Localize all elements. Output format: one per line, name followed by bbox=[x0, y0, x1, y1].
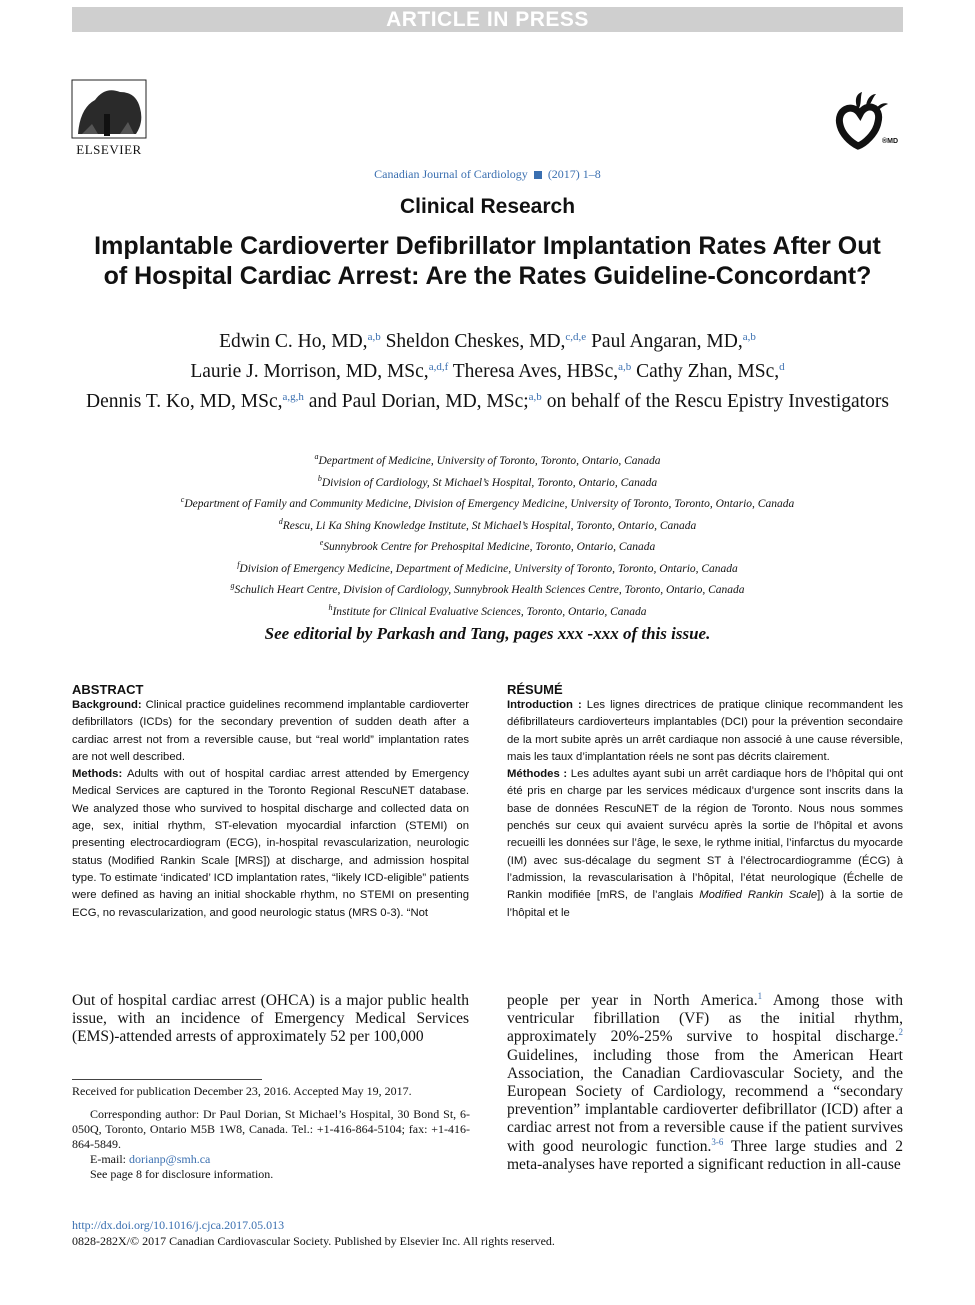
body-text: people per year in North America. bbox=[507, 992, 758, 1009]
affiliation-letter: d bbox=[278, 516, 283, 526]
methods-label: Methods: bbox=[72, 768, 123, 781]
article-title: Implantable Cardioverter Defibrillator Implantation Rates After Out of Hospital Cardiac Arrest: Are the Rates Guideline-Concordant? bbox=[94, 232, 881, 290]
authors-suffix: on behalf of the Rescu Epistry Investigators bbox=[546, 391, 889, 412]
email-link[interactable]: dorianp@smh.ca bbox=[129, 1152, 211, 1166]
resume-section bbox=[507, 682, 903, 922]
affiliation-text: Rescu, Li Ka Shing Knowledge Institute, St Michael’s Hospital, Toronto, Ontario, Canada bbox=[282, 519, 697, 532]
footnotes bbox=[72, 1084, 470, 1182]
affiliation-letter: b bbox=[317, 473, 322, 483]
affiliation-text: Division of Cardiology, St Michael’s Hospital, Toronto, Ontario, Canada bbox=[321, 476, 658, 489]
abstract-heading: ABSTRACT bbox=[72, 682, 144, 697]
affiliation-letter: h bbox=[328, 602, 333, 612]
affiliation-letter: g bbox=[230, 581, 235, 590]
methodes-text: Les adultes ayant subi un arrêt cardiaque hors de l’hôpital qui ont été pris en charge par les services médicaux d’urgence sont inscrits dans la base de données RescuNET de la région de Toronto. Nous nous sommes penchés sur ceux qui avaient survécu après la sortie de l’hôpital et avons recueilli les données sur l’âge, le sexe, le rythme initial, l’infarctus du myocarde (IM) avec sus-décalage du segment ST à l’électrocardiogramme (ÉCG) à l’admission, la revascularisation à l’hôpital, l’état neurologique (Échelle de Rankin modifiée [mRS, de l’anglais bbox=[507, 768, 903, 902]
body-left-column bbox=[72, 992, 469, 1047]
author: Dennis T. Ko, MD, MSc, bbox=[86, 391, 283, 412]
background-text: Clinical practice guidelines recommend implantable cardioverter defibrillators (ICDs) for the secondary prevention of sudden death after a cardiac arrest not from a reversible cause, but “real world” implantation rates are not well described. bbox=[72, 699, 469, 763]
author: Laurie J. Morrison, MD, MSc, bbox=[190, 361, 429, 382]
corresponding-author: Corresponding author: Dr Paul Dorian, St Michael’s Hospital, 30 Bond St, 6-050Q, Toronto, Ontario M5B 1W8, Canada. Tel.: +1-416-864-5104; fax: +1-416-864-5849. bbox=[72, 1107, 470, 1151]
author: Sheldon Cheskes, MD, bbox=[385, 331, 566, 352]
article-in-press-banner: ARTICLE IN PRESS bbox=[72, 7, 903, 32]
affiliation-item bbox=[70, 516, 905, 538]
author-affil-ref[interactable]: a,b bbox=[742, 331, 756, 343]
body-text: Among those with ventricular fibrillation (VF) as the initial rhythm, approximately 20%-25% survive to hospital discharge. bbox=[507, 992, 903, 1046]
separator-square-icon bbox=[534, 171, 542, 179]
disclosure-note: See page 8 for disclosure information. bbox=[90, 1167, 274, 1181]
journal-line bbox=[0, 167, 975, 182]
affiliation-text: Institute for Clinical Evaluative Sciences, Toronto, Ontario, Canada bbox=[332, 605, 647, 618]
copyright: 0828-282X/© 2017 Canadian Cardiovascular Society. Published by Elsevier Inc. All rights reserved. bbox=[72, 1233, 555, 1248]
author-affil-ref[interactable]: a,b bbox=[528, 391, 542, 403]
author-affil-ref[interactable]: c,d,e bbox=[565, 331, 587, 343]
affiliation-letter: c bbox=[180, 495, 185, 504]
journal-citation: (2017) 1–8 bbox=[547, 167, 601, 181]
body-text: Three large studies and 2 meta-analyses have reported a significant reduction in all-cause bbox=[507, 1137, 903, 1173]
author-affil-ref[interactable]: a,b bbox=[618, 361, 632, 373]
author-affil-ref[interactable]: a,d,f bbox=[428, 361, 449, 373]
methodes-text-end: ]) à la sortie de l’hôpital et le bbox=[507, 889, 903, 919]
page-footer bbox=[72, 1218, 555, 1249]
editorial-note[interactable]: See editorial by Parkash and Tang, pages xxx -xxx of this issue. bbox=[264, 624, 711, 643]
resume-heading: RÉSUMÉ bbox=[507, 682, 563, 697]
affiliation-text: Schulich Heart Centre, Division of Cardiology, Sunnybrook Health Sciences Centre, Toronto, Ontario, Canada bbox=[234, 584, 745, 596]
methodes-label: Méthodes : bbox=[507, 768, 568, 781]
affiliation-item bbox=[70, 473, 905, 495]
affiliation-text: Sunnybrook Centre for Prehospital Medicine, Toronto, Ontario, Canada bbox=[323, 541, 656, 553]
methods-text: Adults with out of hospital cardiac arrest attended by Emergency Medical Services are captured in the Toronto Regional RescuNET database. We analyzed those who survived to hospital discharge and collected data on age, sex, initial rhythm, ST-elevation myocardial infarction (STEMI) on presenting electrocardiogram (ECG), in-hospital revascularization, neurologic status (Modified Rankin Scale [MRS]) at discharge, and admission hospital type. To estimate ‘indicated’ ICD implantation rates, “likely ICD-eligible” patients were defined as having an initial shockable rhythm, no STEMI on presenting ECG, no revascularization, and good neurologic status (MRS 0-3). “Not bbox=[72, 768, 469, 919]
body-paragraph: Out of hospital cardiac arrest (OHCA) is a major public health issue, with an incidence of Emergency Medical Services (EMS)-attended arrests of approximately 52 per 100,000 bbox=[72, 992, 469, 1046]
methodes-italic: Modified Rankin Scale bbox=[699, 889, 818, 902]
citation-ref[interactable]: 1 bbox=[757, 991, 763, 1001]
author: Paul Angaran, MD, bbox=[591, 331, 743, 352]
affiliation-item bbox=[70, 451, 905, 473]
affiliation-item bbox=[70, 537, 905, 559]
author-list bbox=[70, 327, 905, 417]
elsevier-logo bbox=[70, 78, 148, 160]
abstract-section bbox=[72, 682, 469, 922]
affiliation-list bbox=[70, 451, 905, 623]
intro-text: Les lignes directrices de pratique clinique recommandent les défibrillateurs cardioverteurs implantables (DCI) pour la prévention secondaire de la mort subite après un arrêt cardiaque non associé à une cause réversible, mais les taux d’implantation réels ne sont pas décrits clairement. bbox=[507, 699, 903, 763]
doi-link[interactable]: http://dx.doi.org/10.1016/j.cjca.2017.05.013 bbox=[72, 1218, 285, 1232]
affiliation-item bbox=[70, 559, 905, 581]
affiliation-item bbox=[70, 494, 905, 516]
body-right-column bbox=[507, 992, 903, 1174]
affiliation-item bbox=[70, 602, 905, 624]
affiliation-letter: e bbox=[319, 538, 324, 547]
background-label: Background: bbox=[72, 699, 142, 711]
body-text: Guidelines, including those from the American Heart Association, the Canadian Cardiovascular Society, and the European Society of Cardiology, recommend a “secondary prevention” implantable cardioverter defibrillator (ICD) after a cardiac arrest not from a reversible cause if the patient survives with good neurologic function. bbox=[507, 1046, 903, 1155]
publisher-name: ELSEVIER bbox=[76, 142, 142, 157]
author-affil-ref[interactable]: a,b bbox=[367, 331, 381, 343]
affiliation-item bbox=[70, 580, 905, 602]
footnote-divider bbox=[72, 1079, 262, 1080]
journal-name[interactable]: Canadian Journal of Cardiology bbox=[374, 167, 528, 181]
author-affil-ref[interactable]: a,g,h bbox=[282, 391, 304, 403]
society-logo bbox=[830, 90, 905, 152]
affiliation-letter: a bbox=[314, 452, 319, 461]
section-label: Clinical Research bbox=[399, 195, 576, 218]
affiliation-letter: f bbox=[237, 559, 240, 569]
affiliation-text: Department of Family and Community Medicine, Division of Emergency Medicine, University of Toronto, Toronto, Ontario, Canada bbox=[184, 498, 795, 510]
abstract-text bbox=[72, 697, 469, 922]
email-label: E-mail: bbox=[90, 1152, 126, 1166]
society-mark: ®MD bbox=[882, 138, 899, 145]
affiliation-text: Department of Medicine, University of Toronto, Toronto, Ontario, Canada bbox=[318, 455, 661, 467]
citation-ref[interactable]: 3-6 bbox=[711, 1136, 724, 1147]
author: and Paul Dorian, MD, MSc; bbox=[308, 391, 529, 412]
email-line bbox=[72, 1152, 470, 1167]
author: Theresa Aves, HBSc, bbox=[452, 361, 619, 382]
received-note: Received for publication December 23, 2016. Accepted May 19, 2017. bbox=[72, 1084, 412, 1098]
affiliation-text: Division of Emergency Medicine, Department of Medicine, University of Toronto, Toronto, Ontario, Canada bbox=[239, 562, 738, 575]
citation-ref[interactable]: 2 bbox=[898, 1027, 903, 1038]
author-affil-ref[interactable]: d bbox=[779, 361, 785, 373]
author: Edwin C. Ho, MD, bbox=[219, 331, 368, 352]
resume-text bbox=[507, 697, 903, 922]
author: Cathy Zhan, MSc, bbox=[636, 361, 780, 382]
intro-label: Introduction : bbox=[507, 699, 582, 711]
